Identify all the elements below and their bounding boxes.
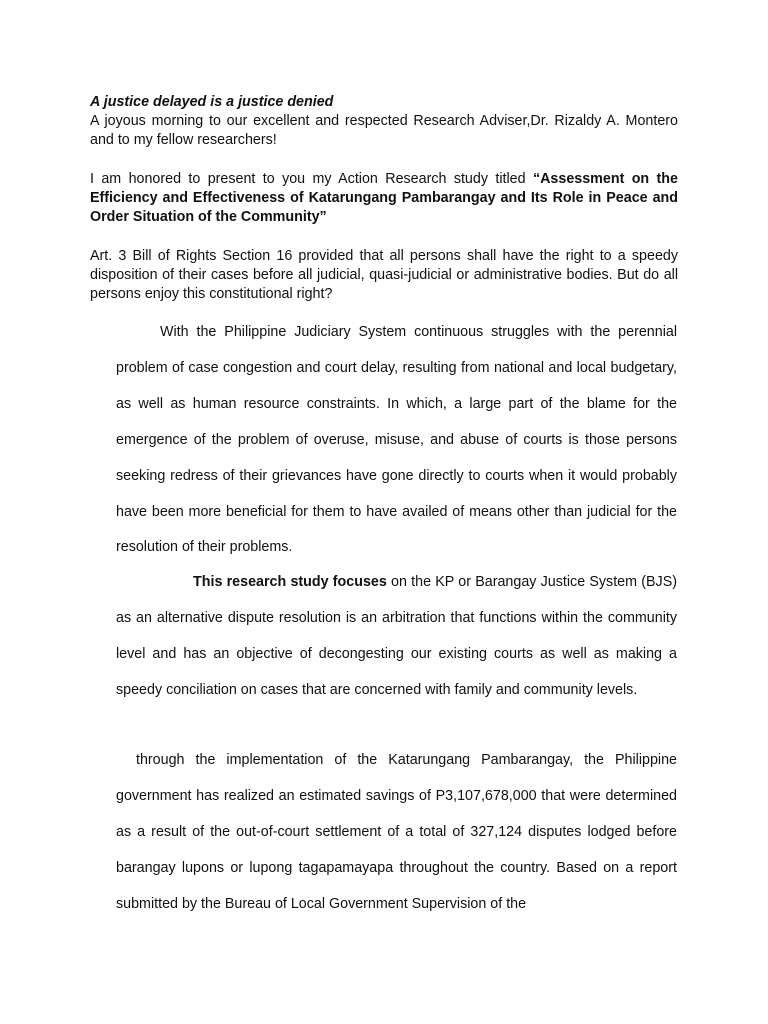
study-title: “Assessment on the Efficiency and Effectiveness of Katarungang Pambarangay and Its Role in Peace and Order Situation of the Community” [90,171,678,225]
intro-text: I am honored to present to you my Action Research study titled [90,171,533,187]
body-paragraph-2 [116,565,677,709]
paragraph-2-lead: This research study focuses [193,574,387,590]
paragraph-2-text: on the KP or Barangay Justice System (BJS) as an alternative dispute resolution is an arbitration that functions within the community level and has an objective of decongesting our existing courts as well as making a speedy conciliation on cases that are concerned with family and community levels. [116,574,677,698]
body-paragraph-1: With the Philippine Judiciary System continuous struggles with the perennial problem of case congestion and court delay, resulting from national and local budgetary, as well as human resource constraints. In which, a large part of the blame for the emergence of the problem of overuse, misuse, and abuse of courts is those persons seeking redress of their grievances have gone directly to courts when it would probably have been more beneficial for them to have availed of means other than judicial for the resolution of their problems. [116,324,677,556]
greeting-paragraph: A joyous morning to our excellent and respected Research Adviser,Dr. Rizaldy A. Montero and to my fellow researchers! [90,113,678,148]
body-paragraph-3: through the implementation of the Katarungang Pambarangay, the Philippine government has realized an estimated savings of P3,107,678,000 that were determined as a result of the out-of-court settlement of a total of 327,124 disputes lodged before barangay lupons or lupong tagapamayapa throughout the country. Based on a report submitted by the Bureau of Local Government Supervision of the [116,752,677,912]
intro-paragraph [90,170,678,227]
bill-of-rights-paragraph: Art. 3 Bill of Rights Section 16 provided that all persons shall have the right to a speedy disposition of their cases before all judicial, quasi-judicial or administrative bodies. But do all persons enjoy this constitutional right? [90,248,678,302]
document-title: A justice delayed is a justice denied [90,94,334,110]
